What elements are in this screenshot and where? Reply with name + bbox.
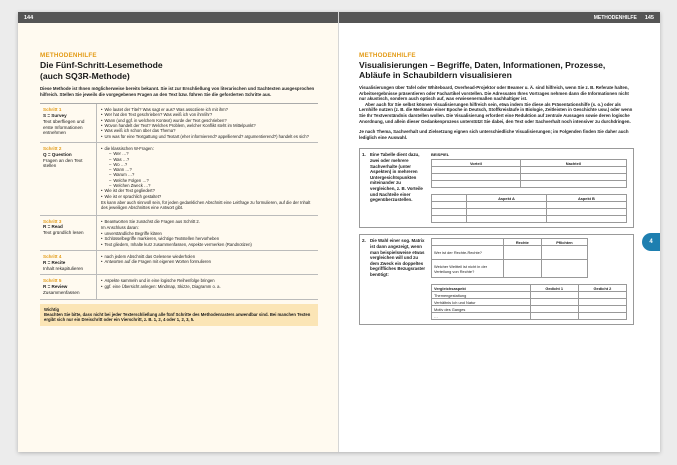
comparison-row-label: … xyxy=(432,313,531,320)
step-item: • nach jedem Abschnitt das Gelesene wiederholen xyxy=(101,254,314,259)
table-cell xyxy=(542,260,588,278)
step-item: • Beantworten Sie zunächst die Fragen aus Schritt 2. xyxy=(101,219,314,224)
table-cell xyxy=(520,174,626,181)
task-2-example xyxy=(429,235,633,324)
right-title: Visualisierungen – Begriffe, Daten, Informationen, Prozesse, Abläufe in Schaubildern visualisieren xyxy=(359,60,606,80)
table-cell xyxy=(578,313,626,320)
table-header xyxy=(432,195,467,202)
table-cell xyxy=(530,292,578,299)
step-key: S = Survey xyxy=(43,112,67,118)
table-cell xyxy=(467,216,547,223)
right-intro-3: Je nach Thema, Sachverhalt und Zielsetzung eignen sich unterschiedliche Visualisierungen; im Folgenden finden Sie daher auch lediglich eine Auswahl. xyxy=(359,129,629,140)
step-item: • Aspekte sammeln und in eine logische Reihenfolge bringen xyxy=(101,278,314,283)
right-header-label: METHODENHILFE xyxy=(593,14,637,21)
table-cell xyxy=(432,202,467,209)
step-key: R = Recite xyxy=(43,259,66,265)
task-1-example xyxy=(429,149,633,227)
note-text: Beachten Sie bitte, dass nicht bei jeder Texterschließung alle fünf Schritte des Methodenrasters anwendbar sind. Bei manchen Texten ergibt sich nur ein Dreischritt oder ein Vierschritt, z. B. 1, 2, 4 oder 1, 2, 3, 5. xyxy=(44,312,311,323)
step-name: Schritt 4 xyxy=(43,254,62,260)
comparison-row-label: Motiv des Ganges xyxy=(432,306,531,313)
matrix-row-label: Wer ist der Rechte-Rechte? xyxy=(432,246,504,260)
table-cell xyxy=(432,167,521,174)
table-cell xyxy=(546,202,626,209)
step-extra: Im Anschluss daran: xyxy=(101,224,139,230)
table-header: Rechte xyxy=(503,239,541,246)
right-page xyxy=(339,12,660,452)
step-key: R = Review xyxy=(43,284,68,290)
step-item: • Antworten auf die Fragen mit eigenen Worten formulieren xyxy=(101,259,314,264)
task-1-text: Eine Tabelle dient dazu, zwei oder mehrere Sachverhalte (unter Aspekten) in mehreren Untergesichtspunkten miteinander zu vergleichen, z. B. Vorteile und Nachteile einer gegenüberzustellen. xyxy=(370,152,423,203)
step-content xyxy=(96,251,318,274)
table-cell xyxy=(432,174,521,181)
step-description: Fragen an den Text stellen xyxy=(43,157,83,169)
step-item: • Was weiß ich schon über das Thema? xyxy=(101,128,314,133)
step-subitem: – Wer …? xyxy=(101,151,314,156)
task-2-number: 2. xyxy=(362,238,366,244)
task-1-number: 1. xyxy=(362,152,366,158)
right-overline: METHODENHILFE xyxy=(359,52,416,59)
step-item: • die klassischen W-Fragen: xyxy=(101,146,314,151)
step-subitem: – Was …? xyxy=(101,157,314,162)
step-item: • Wie ist der Text gegliedert? xyxy=(101,188,314,193)
step-key: Q = Question xyxy=(43,151,72,157)
table-header: Vergleichsaspekt xyxy=(432,285,531,292)
table-cell xyxy=(578,299,626,306)
step-name: Schritt 1 xyxy=(43,107,62,113)
step-item: • ggf. eine Übersicht anlegen: Mindmap, Skizze, Diagramm o. a. xyxy=(101,284,314,289)
table-header: Gedicht 2 xyxy=(578,285,626,292)
step-item: • Wer hat den Text geschrieben? Was weiß ich von ihm/ihr? xyxy=(101,112,314,117)
chapter-tab: 4 xyxy=(642,233,660,251)
step-name: Schritt 3 xyxy=(43,218,62,224)
step-item: • unverständliche Begriffe klären xyxy=(101,231,314,236)
left-page xyxy=(18,12,339,452)
table-cell xyxy=(578,306,626,313)
step-subitem: – Welchen Zweck …? xyxy=(101,183,314,188)
table-header xyxy=(432,239,504,246)
table-cell xyxy=(530,313,578,320)
step-name: Schritt 2 xyxy=(43,145,62,151)
step-content xyxy=(96,104,318,142)
step-subitem: – Welche Folgen …? xyxy=(101,178,314,183)
step-label xyxy=(40,216,96,250)
step-row xyxy=(40,143,318,216)
matrix-table xyxy=(431,238,588,278)
step-content xyxy=(96,143,318,215)
step-label xyxy=(40,143,96,215)
step-label xyxy=(40,275,96,298)
table-header: Vorteil xyxy=(432,160,521,167)
note-box xyxy=(40,304,318,326)
step-item: • Wie lautet der Titel? Was sagt er aus? Was assoziiere ich mit ihm? xyxy=(101,107,314,112)
task-1 xyxy=(359,148,634,228)
step-description: Text gründlich lesen xyxy=(43,230,84,236)
table-cell xyxy=(542,246,588,260)
note-title: Wichtig xyxy=(44,306,60,312)
table-cell xyxy=(520,181,626,188)
right-page-number: 145 xyxy=(644,14,654,21)
table-cell xyxy=(503,260,541,278)
table-cell xyxy=(530,306,578,313)
right-content xyxy=(359,52,634,325)
step-key: R = Read xyxy=(43,224,63,230)
table-header: Pflichten xyxy=(542,239,588,246)
step-label xyxy=(40,251,96,274)
comparison-table xyxy=(431,284,627,320)
right-intro-2: Aber auch für Sie selbst können Visualisierungen hilfreich sein, etwa indem Sie diese als Präsentationshilfe (s. o.) oder als Lernhilfe nutzen (z. B. die Merkmale einer Epoche in Deutsch, Stoffkreisläufe in Biologie, Zeitleisten in Geschichte usw.) oder wenn Sie Ihr Textverständnis darstellen wollen. Die Visualisierung erfordert eine Reduktion auf zentrale Aussagen sowie deren logische Anordnung, und allein dieser Gedankenprozess unterstützt Sie dabei, den Text oder Sachverhalt noch intensiver zu durchdringen. xyxy=(359,101,633,124)
table-cell xyxy=(467,209,547,216)
table-cell xyxy=(578,292,626,299)
step-subitem: – Warum …? xyxy=(101,172,314,177)
step-description: Inhalt rekapitulieren xyxy=(43,265,84,271)
pro-con-table xyxy=(431,159,627,188)
example-label: BEISPIEL xyxy=(431,152,450,158)
step-row xyxy=(40,251,318,275)
table-header: Aspekt B xyxy=(546,195,626,202)
left-subtitle: (auch SQ3R-Methode) xyxy=(40,71,130,81)
comparison-row-label: Verhältnis Ich und Natur xyxy=(432,299,531,306)
matrix-row-label: Welcher Weltteil ist nicht in der Verteilung von Rechte? xyxy=(432,260,504,278)
step-content xyxy=(96,275,318,298)
table-cell xyxy=(432,209,467,216)
step-subitem: – Wo …? xyxy=(101,162,314,167)
step-label xyxy=(40,104,96,142)
step-row xyxy=(40,104,318,143)
step-item: • Wovon handelt der Text? Welches Problem, welcher Konflikt steht im Mittelpunkt? xyxy=(101,123,314,128)
right-intro-1: Visualisierungen über Tafel oder Whiteboard, Overhead-Projektor oder Beamer u. Ä. sind hilfreich, wenn Sie z. B. Referate halten, Arbeitsergebnisse präsentieren oder Fachartikel vorstellen. Die Adressaten Ihres Vortrages nehmen dann die Informationen nicht nur akustisch, sondern auch optisch auf, was erwiesenermaßen nachhaltiger ist. xyxy=(359,85,629,102)
step-content xyxy=(96,216,318,250)
left-header-bar xyxy=(18,12,338,23)
step-item: • Schlüsselbegriffe markieren, wichtige Textstellen hervorheben xyxy=(101,236,314,241)
steps-table xyxy=(40,103,318,300)
step-subitem: – Wann …? xyxy=(101,167,314,172)
step-extra: Es kann aber auch sinnvoll sein, für jeden gedanklichen Abschnitt eine Leitfrage zu formulieren, auf die der Inhalt des jeweiligen Abschnittes eine Antwort gibt. xyxy=(101,199,311,211)
task-2-text: Die Wahl einer sog. Matrix ist dann angezeigt, wenn man beispielsweise etwas vergleichen will und zu dem Zweck ein doppeltes begriffliches Bezugsraster benötigt: xyxy=(370,238,426,277)
step-name: Schritt 5 xyxy=(43,278,62,284)
step-description: Zusammenfassen xyxy=(43,290,80,295)
table-cell xyxy=(432,216,467,223)
table-cell xyxy=(546,209,626,216)
right-header-bar xyxy=(339,12,660,23)
left-content xyxy=(40,52,318,326)
comparison-row-label: Themengestaltung xyxy=(432,292,531,299)
table-cell xyxy=(467,202,547,209)
step-item: • Text gliedern, Inhalte kurz zusammenfassen, Aspekte vermerken (Randnotizen) xyxy=(101,242,314,247)
table-cell xyxy=(530,299,578,306)
table-header: Gedicht 1 xyxy=(530,285,578,292)
table-cell xyxy=(546,216,626,223)
step-item: • Wann (und ggf. in welchem Kontext) wurde der Text geschrieben? xyxy=(101,118,314,123)
table-header: Nachteil xyxy=(520,160,626,167)
book-spread xyxy=(18,12,660,452)
step-item: • Wie ist er sprachlich gestaltet? xyxy=(101,194,314,199)
step-item: • Um was für eine Textgattung und Textart (eher informierend? appellierend? argumentierend?) handelt es sich? xyxy=(101,134,314,139)
left-title: Die Fünf-Schritt-Lesemethode xyxy=(40,60,163,70)
step-description: Text überfliegen und erste Informationen entnehmen xyxy=(43,118,85,136)
table-cell xyxy=(432,181,521,188)
step-row xyxy=(40,216,318,251)
table-cell xyxy=(520,167,626,174)
left-page-number: 144 xyxy=(24,14,34,21)
left-intro: Diese Methode ist Ihnen möglicherweise bereits bekannt. Sie ist zur Erschließung von literarischen und Sachtexten ausgesprochen hilfreich. Stellen Sie jeweils die vorgegebenen Fragen an den Text bzw. führen Sie die geforderten Schritte aus. xyxy=(40,86,315,97)
left-overline: METHODENHILFE xyxy=(40,52,97,59)
table-header: Aspekt A xyxy=(467,195,547,202)
step-row xyxy=(40,275,318,299)
aspect-table xyxy=(431,194,627,223)
table-cell xyxy=(503,246,541,260)
task-2 xyxy=(359,234,634,325)
